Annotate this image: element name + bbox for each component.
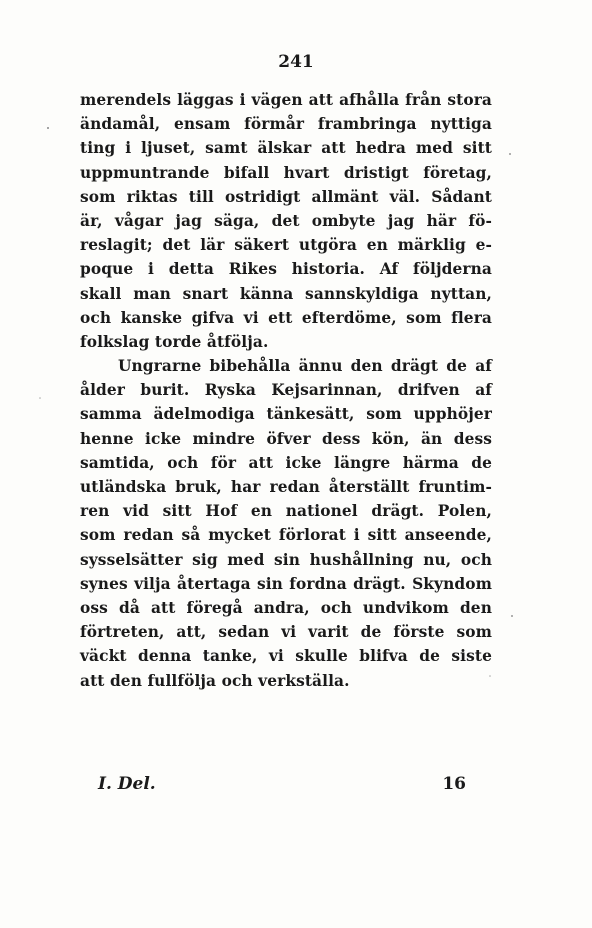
text-line: som redan så mycket förlorat i sitt anseende,: [80, 526, 492, 545]
paragraph-end-line: folkslag torde åtfölja.: [80, 332, 269, 351]
text-line: henne icke mindre öfver dess kön, än dess: [80, 429, 492, 448]
text-line: är, vågar jag säga, det ombyte jag här fö-: [80, 211, 492, 230]
text-line: sysselsätter sig med sin hushållning nu, och: [80, 550, 492, 569]
text-line: oss då att föregå andra, och undvikom den: [80, 598, 492, 617]
text-line: samma ädelmodiga tänkesätt, som upphöjer: [80, 405, 492, 424]
text-line: skall man snart känna sannskyldiga nyttan,: [80, 284, 492, 303]
text-line: samtida, och för att icke längre härma de: [80, 453, 492, 472]
signature-mark: I. Del.: [98, 774, 156, 794]
sheet-number: 16: [442, 774, 466, 794]
text-line: förtreten, att, sedan vi varit de förste som: [80, 623, 492, 642]
text-line: ren vid sitt Hof en nationel drägt. Polen,: [80, 502, 492, 521]
text-line: reslagit; det lär säkert utgöra en märklig e-: [80, 236, 492, 255]
text-line: och kanske gifva vi ett efterdöme, som flera: [80, 308, 492, 327]
text-line: väckt denna tanke, vi skulle blifva de siste: [80, 647, 492, 666]
text-line: ändamål, ensam förmår frambringa nyttiga: [80, 115, 492, 134]
page-number: 241: [278, 52, 314, 72]
paragraph-end-line: att den fullfölja och verkställa.: [80, 671, 350, 690]
text-line: ålder burit. Ryska Kejsarinnan, drifven af: [80, 381, 492, 400]
text-line: ting i ljuset, samt älskar att hedra med sitt: [80, 139, 492, 158]
body-text: [80, 88, 492, 693]
text-line: merendels läggas i vägen att afhålla från stora: [80, 91, 492, 109]
text-line: uppmuntrande bifall hvart dristigt företag,: [80, 163, 492, 182]
paragraph-start-line: Ungrarne bibehålla ännu den drägt de af: [118, 357, 492, 376]
text-line: utländska bruk, har redan återställt fruntim-: [80, 478, 492, 496]
text-line: synes vilja återtaga sin fordna drägt. Skyndom: [80, 574, 492, 593]
text-line: poque i detta Rikes historia. Af följderna: [80, 260, 492, 279]
text-line: som riktas till ostridigt allmänt väl. Sådant: [80, 187, 492, 206]
